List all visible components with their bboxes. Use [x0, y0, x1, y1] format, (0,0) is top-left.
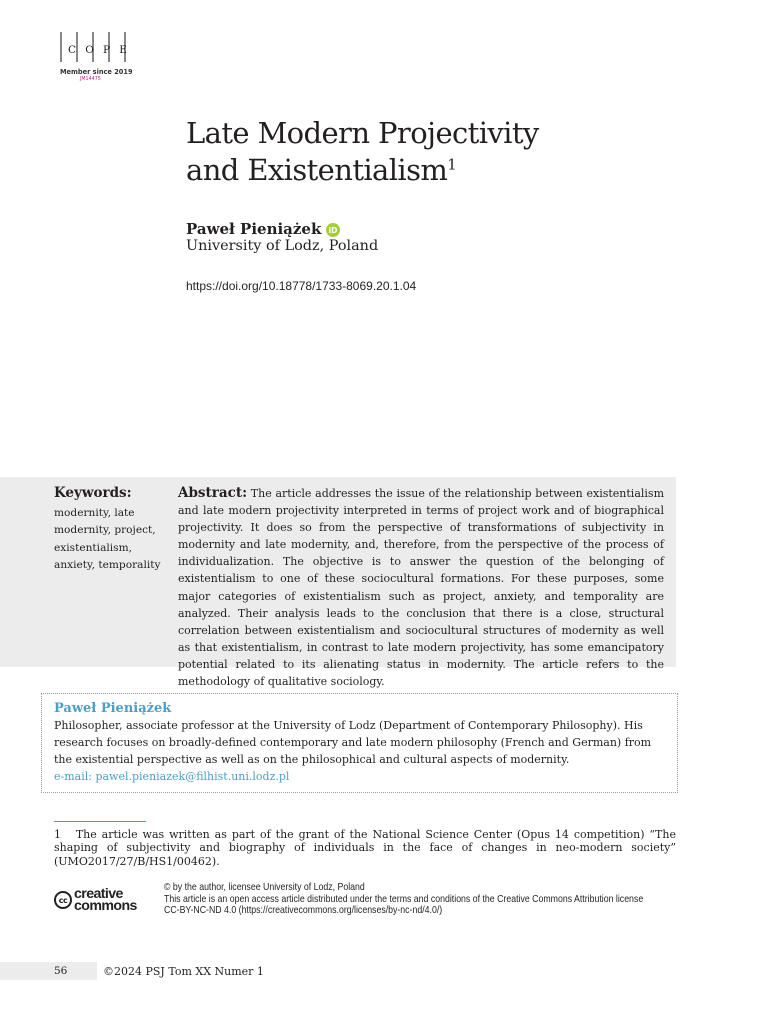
- license-text: [164, 882, 644, 917]
- cc-icon: cc: [54, 891, 72, 909]
- cope-letter: E: [119, 44, 128, 56]
- doi-link[interactable]: https://doi.org/10.18778/1733-8069.20.1.04: [186, 279, 417, 293]
- cope-letters: [68, 44, 128, 56]
- bio-name: Paweł Pieniążek: [54, 701, 172, 716]
- cc-wordmark-line1: creative: [74, 886, 123, 902]
- abstract-heading: Abstract:: [178, 485, 248, 501]
- bio-email-link[interactable]: e-mail: pawel.pieniazek@filhist.uni.lodz.pl: [54, 770, 290, 783]
- cope-letter: O: [85, 44, 95, 56]
- footnote-rule: [54, 821, 146, 822]
- author-name: Paweł Pieniążek: [186, 220, 322, 238]
- abstract-text: [178, 485, 664, 690]
- page-number-bar: [0, 962, 97, 980]
- cope-letter: C: [68, 44, 78, 56]
- keywords-heading: Keywords:: [54, 485, 132, 501]
- title-line-1: Late Modern Projectivity: [186, 116, 539, 150]
- creative-commons-logo[interactable]: [54, 888, 156, 914]
- keywords-list: modernity, late modernity, project, existentialism, anxiety, temporality: [54, 507, 161, 571]
- title-footnote-mark[interactable]: 1: [447, 155, 457, 174]
- abstract-body: The article addresses the issue of the relationship between existentialism and late modern projectivity interpreted in terms of project work and of biographical projectivity. It does so from the perspective of transformations of subjectivity in modernity and late modernity, and, therefore, from the perspective of the process of individualization. The objective is to answer the question of the belonging of existentialism to one of these sociocultural formations. For these purposes, some major categories of existentialism such as project, anxiety, and temporality are analyzed. Their analysis leads to the conclusion that there is a close, structural correlation between existentialism and sociocultural structures of modernity as well as that existentialism, in contrast to late modern projectivity, has some emancipatory potential related to its alienating status in modernity. The article refers to the methodology of qualitative sociology.: [178, 487, 664, 689]
- cope-letter: P: [103, 44, 112, 56]
- cc-wordmark-line2: commons: [74, 898, 137, 915]
- author-affiliation: University of Lodz, Poland: [186, 238, 379, 254]
- title-line-2: and Existentialism: [186, 153, 448, 187]
- cope-bar: [60, 32, 62, 62]
- license-terms: This article is an open access article distributed under the terms and conditions of the Creative Commons Attribution license: [164, 893, 644, 905]
- footnote-number: 1: [54, 828, 61, 841]
- footnote: [54, 828, 676, 868]
- bio-text: Philosopher, associate professor at the University of Lodz (Department of Contemporary Philosophy). His research focuses on broadly-defined contemporary and late modern philosophy (French and German) from the existential perspective as well as on the philosophical and cultural aspects of modernity.: [54, 719, 652, 766]
- license-url[interactable]: CC-BY-NC-ND 4.0 (https://creativecommons.org/licenses/by-nc-nd/4.0/): [164, 905, 443, 917]
- cc-wordmark: [74, 888, 137, 913]
- cope-member-since: Member since 2019: [60, 68, 133, 76]
- author-bio-box: [41, 693, 678, 793]
- article-title: [186, 115, 686, 189]
- cope-frame: [60, 32, 128, 62]
- footnote-text: The article was written as part of the grant of the National Science Center (Opus 14 competition) “The shaping of subjectivity and biography of individuals in the face of changes in neo-modern society” (UMO2017/27/B/HS1/00462).: [54, 828, 676, 868]
- orcid-icon[interactable]: iD: [326, 223, 340, 237]
- cope-logo: [54, 28, 134, 84]
- license-copyright: © by the author, licensee University of Lodz, Poland: [164, 882, 365, 893]
- cope-member-id: JM14475: [80, 77, 101, 82]
- journal-info: ©2024 PSJ Tom XX Numer 1: [103, 965, 264, 978]
- page-number: 56: [54, 965, 68, 977]
